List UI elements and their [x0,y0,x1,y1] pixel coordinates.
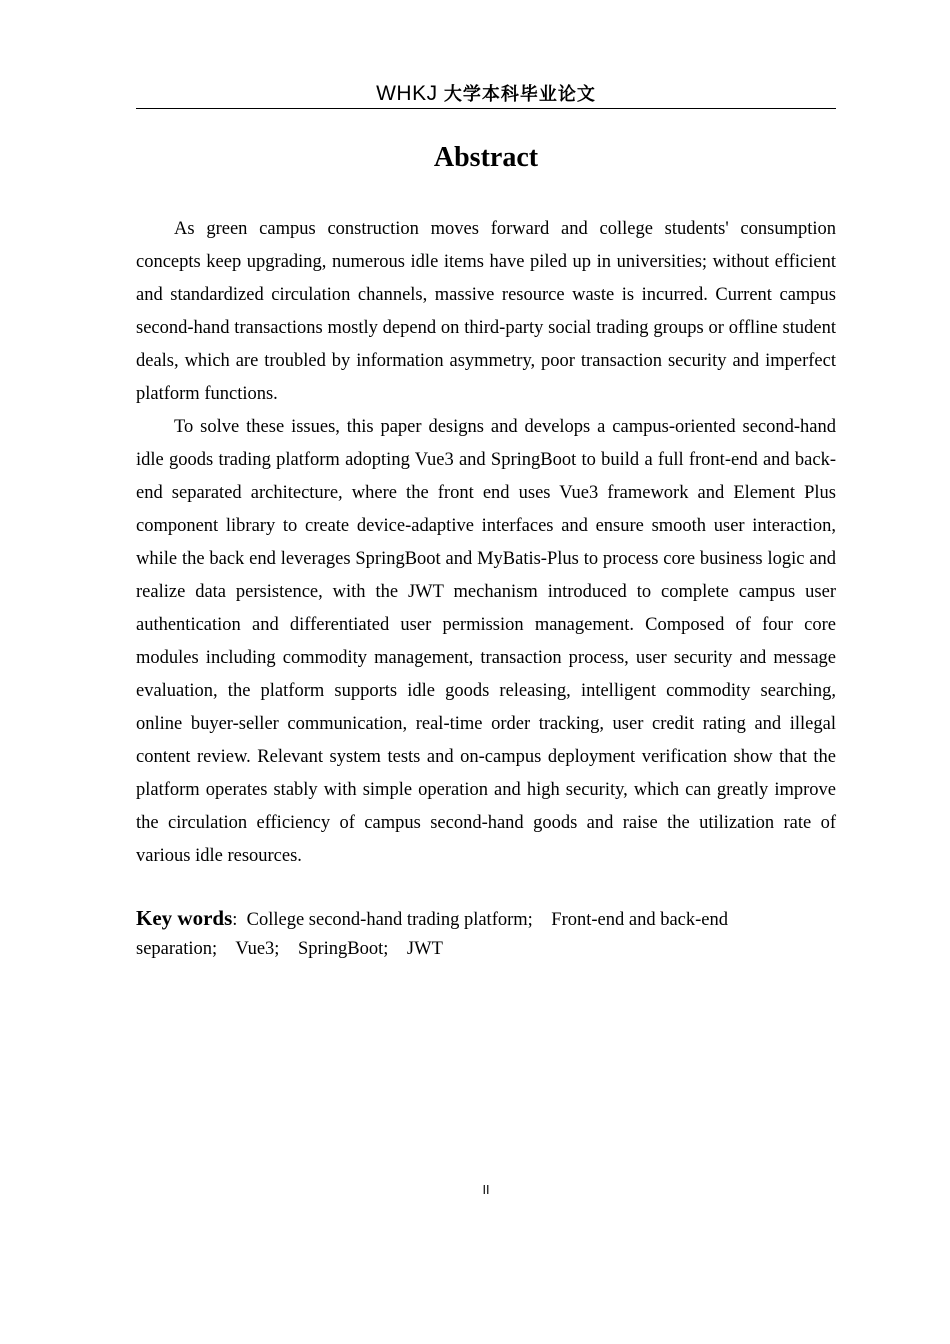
header-chinese: 大学本科毕业论文 [443,84,596,105]
header-latin: WHKJ [376,82,444,105]
keyword-2: Front-end and back-end separation; [136,910,729,959]
keyword-1: College second-hand trading platform; [246,910,533,930]
keywords-section [136,904,776,964]
page-number: II [482,1183,490,1197]
keyword-4: SpringBoot; [297,939,389,959]
abstract-body [136,213,836,873]
abstract-paragraph-2: To solve these issues, this paper designs and develops a campus-oriented second-hand idle goods trading platform adopting Vue3 and SpringBoot to build a full front-end and back-end separated architecture, where the front end uses Vue3 framework and Element Plus component library to create device-adaptive interfaces and ensure smooth user interaction, while the back end leverages SpringBoot and MyBatis-Plus to process core business logic and realize data persistence, with the JWT mechanism introduced to complete campus user authentication and differentiated user permission management. Composed of four core modules including commodity management, transaction process, user security and message evaluation, the platform supports idle goods releasing, intelligent commodity searching, online buyer-seller communication, real-time order tracking, user credit rating and illegal content review. Relevant system tests and on-campus deployment verification show that the platform operates stably with simple operation and high security, which can greatly improve the circulation efficiency of campus second-hand goods and raise the utilization rate of various idle resources. [136,417,836,866]
keyword-5: JWT [406,939,443,959]
keywords-separator: : [232,910,238,930]
page-title: Abstract [433,142,539,173]
keyword-3: Vue3; [235,939,280,959]
abstract-paragraph-1: As green campus construction moves forward and college students' consumption concepts keep upgrading, numerous idle items have piled up in universities; without efficient and standardized circulation channels, massive resource waste is incurred. Current campus second-hand transactions mostly depend on third-party social trading groups or offline student deals, which are troubled by information asymmetry, poor transaction security and imperfect platform functions. [136,219,836,404]
running-header [136,80,836,109]
keywords-label: Key words [136,906,233,930]
